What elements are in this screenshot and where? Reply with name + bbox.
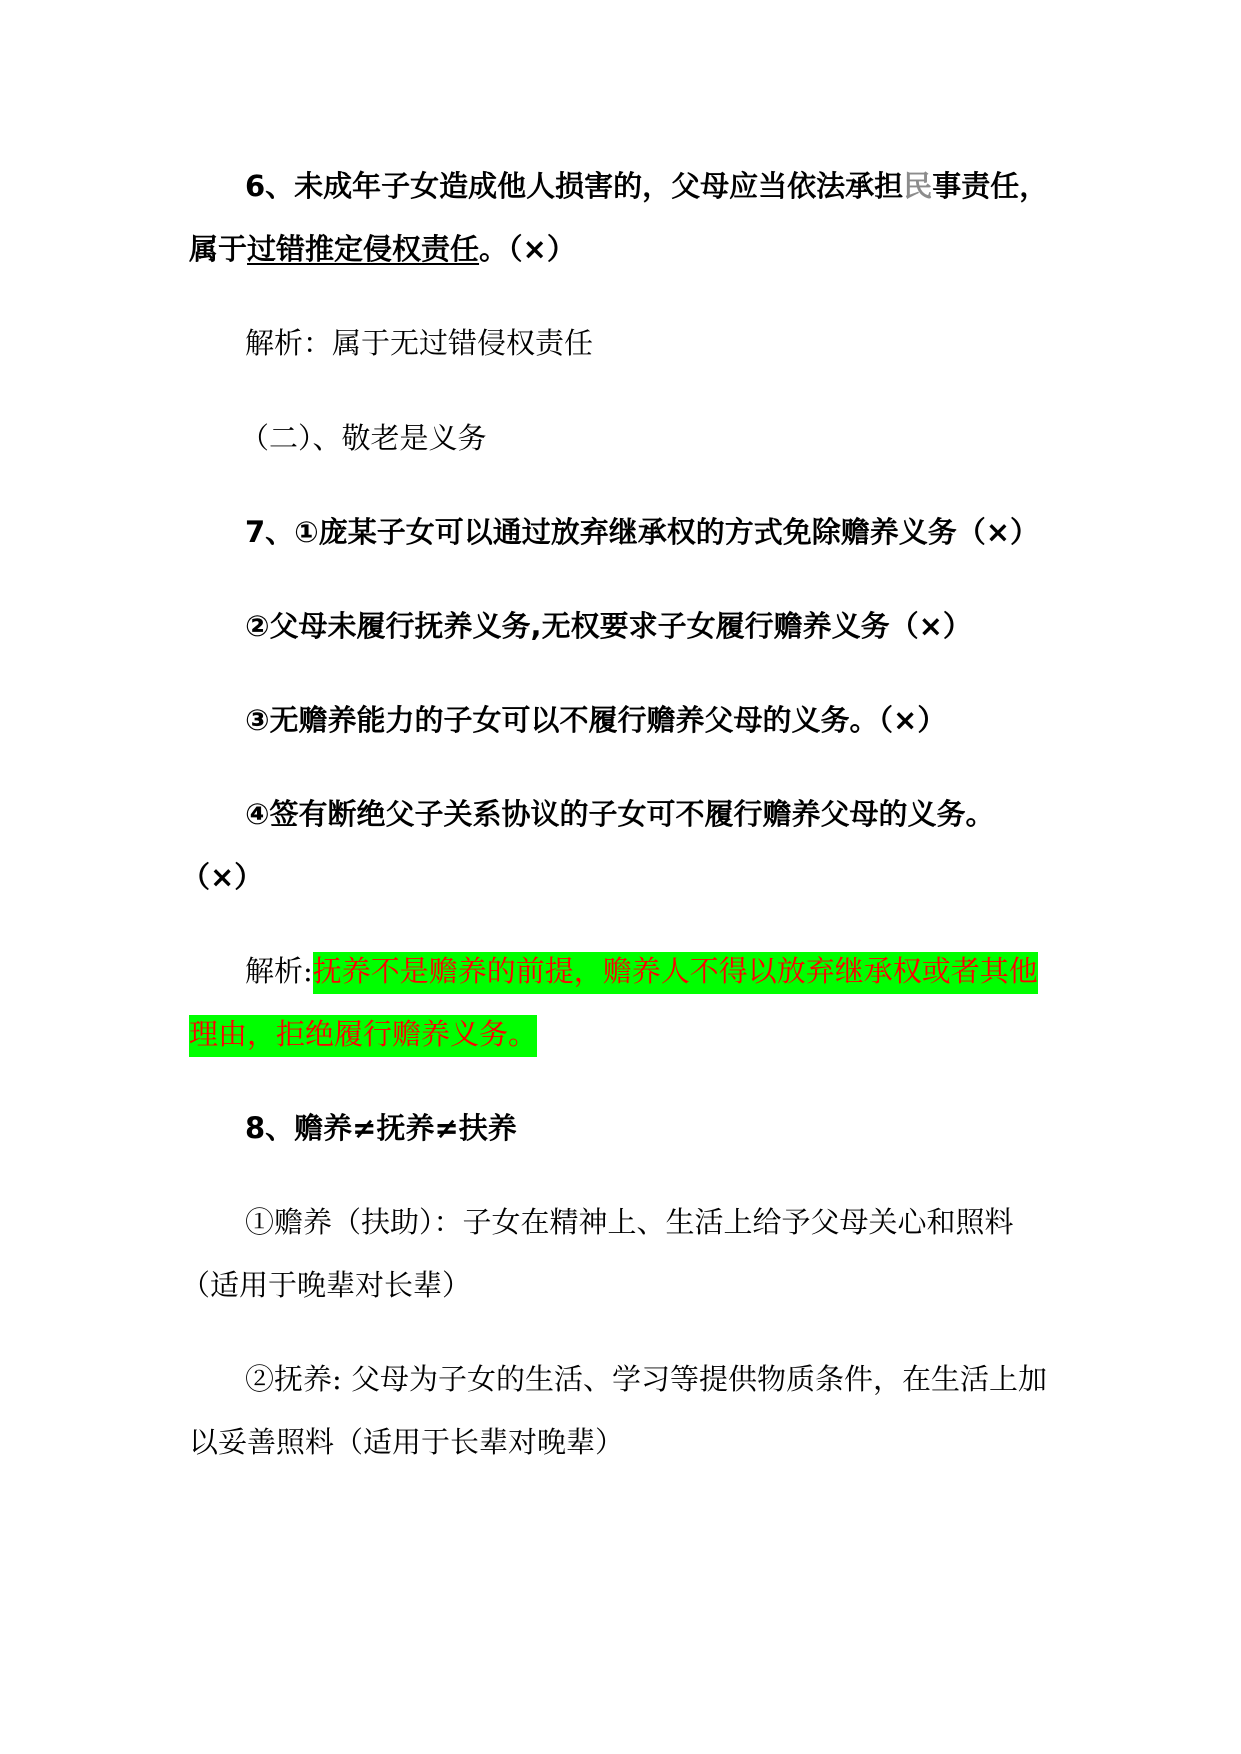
q7-item-3: ③无赡养能力的子女可以不履行赡养父母的义务。（×） — [245, 703, 947, 737]
q8-item-1-line-2: （适用于晚辈对长辈） — [181, 1268, 472, 1302]
q7-analysis-line-1 — [0, 951, 1241, 991]
q6-analysis: 解析：属于无过错侵权责任 — [245, 326, 594, 360]
q7-item-1: 7、①庞某子女可以通过放弃继承权的方式免除赡养义务（×） — [245, 515, 1040, 549]
q8-item-2-line-1: ②抚养: 父母为子女的生活、学习等提供物质条件，在生活上加 — [245, 1362, 1047, 1396]
q7-analysis-label: 解析: — [245, 954, 313, 988]
q8-item-1-line-1: ①赡养（扶助）：子女在精神上、生活上给予父母关心和照料 — [245, 1205, 1014, 1239]
q8-item-2-line-2: 以妥善照料（适用于长辈对晚辈） — [189, 1425, 625, 1459]
q6-text-a: 6、未成年子女造成他人损害的，父母应当依法承担 — [245, 169, 904, 203]
q7-item-2: ②父母未履行抚养义务,无权要求子女履行赡养义务（×） — [245, 609, 972, 643]
q6-underlined-term: 过错推定侵权责任 — [247, 232, 480, 266]
q7-item-4-line-2: （×） — [181, 860, 264, 894]
q7-item-4-line-1: ④签有断绝父子关系协议的子女可不履行赡养父母的义务。 — [245, 797, 995, 831]
q6-line-2 — [0, 229, 1241, 269]
q6-text-d: 。（×） — [479, 232, 576, 266]
q7-analysis-highlight-1: 抚养不是赡养的前提，赡养人不得以放弃继承权或者其他 — [313, 952, 1038, 994]
q6-text-b: 事责任， — [932, 169, 1049, 203]
q7-analysis-line-2 — [0, 1014, 1241, 1054]
q6-line-1 — [0, 166, 1241, 206]
q8-heading: 8、赡养≠抚养≠扶养 — [245, 1111, 517, 1145]
q6-text-c: 属于 — [189, 232, 248, 266]
q7-analysis-highlight-2: 理由，拒绝履行赡养义务。 — [189, 1015, 537, 1057]
q6-grey-char: 民 — [903, 169, 933, 203]
section-2-heading: （二）、敬老是义务 — [240, 421, 487, 455]
